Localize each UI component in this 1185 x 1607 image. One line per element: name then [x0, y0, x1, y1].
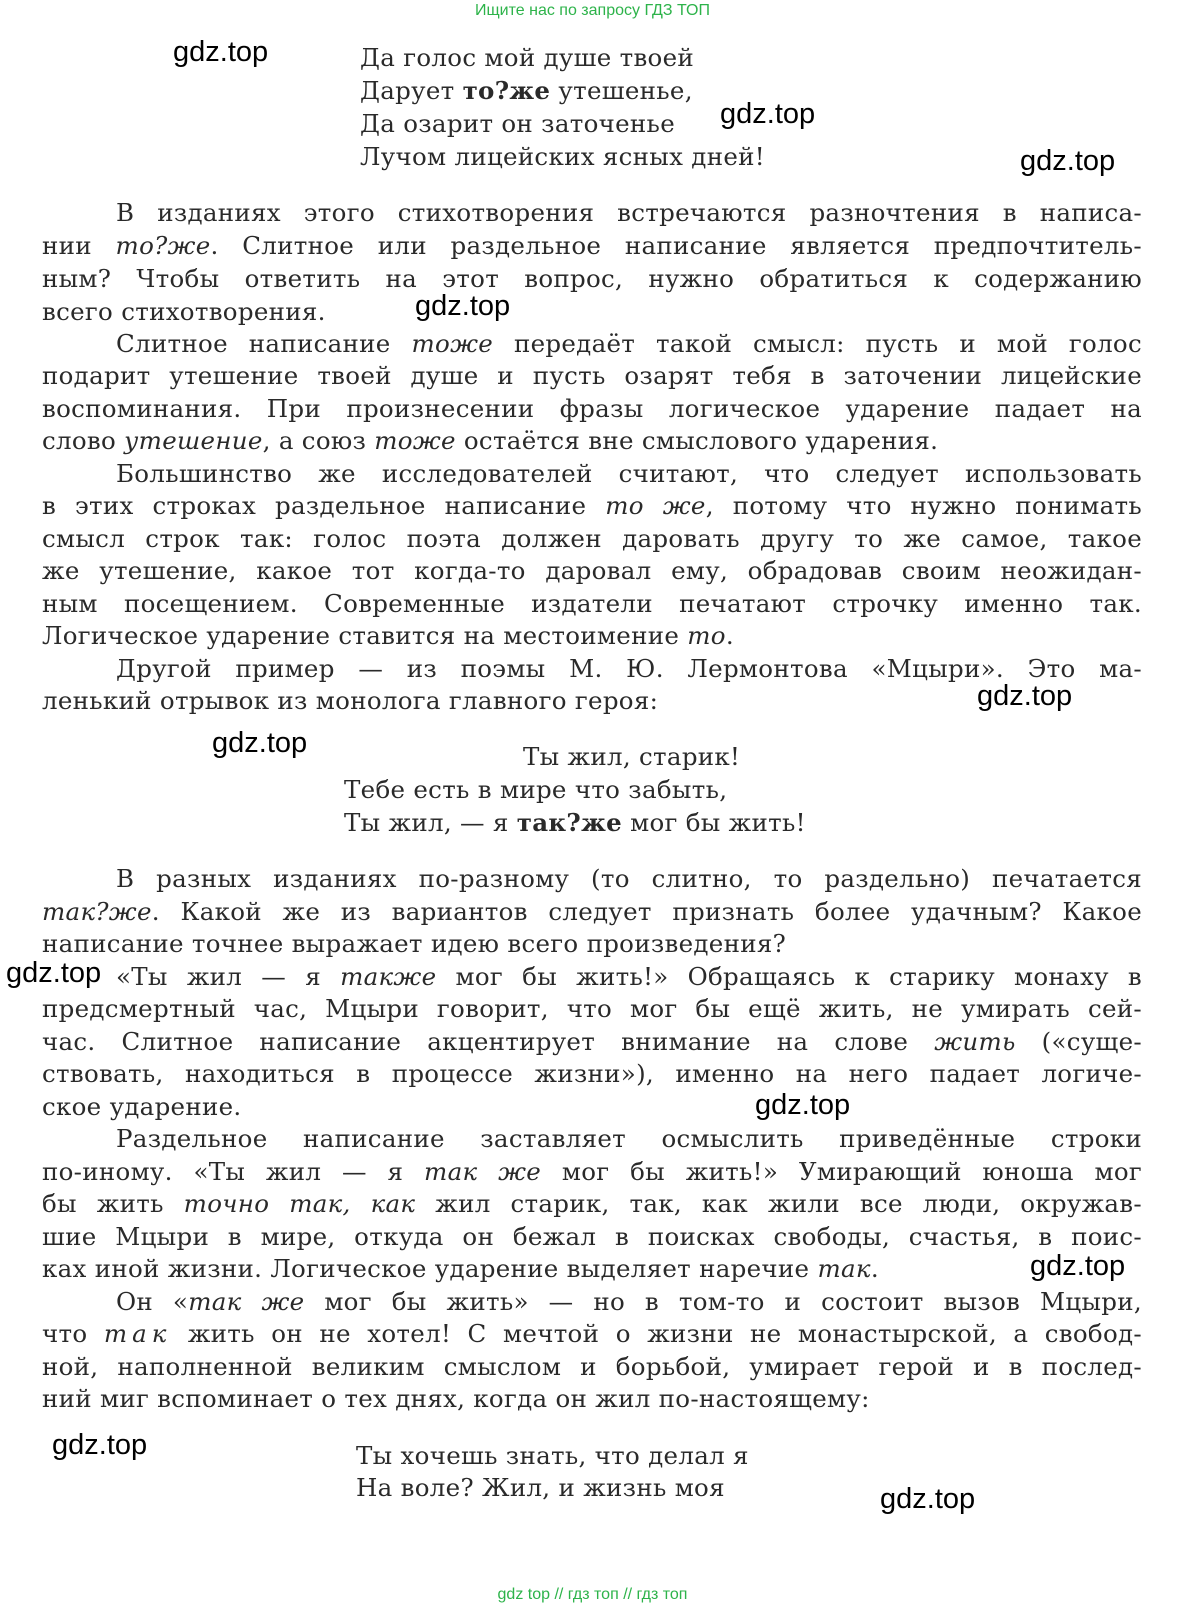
watermark: gdz.top	[415, 290, 511, 322]
text-line: ках иной жизни. Логическое ударение выделяет наречие так.	[42, 1254, 879, 1283]
text-line: ленький отрывок из монолога главного героя:	[42, 686, 659, 715]
text-line: ствовать, находиться в процессе жизни»), именно на него падает логиче-	[42, 1059, 1142, 1088]
watermark: gdz.top	[880, 1483, 976, 1515]
text-line: ной, наполненной великим смыслом и борьбой, умирает герой и в послед-	[42, 1352, 1142, 1381]
text-line: нии то?же. Слитное или раздельное написание является предпочтитель-	[42, 231, 1142, 260]
poem-line: Лучом лицейских ясных дней!	[360, 142, 765, 171]
text-line: ское ударение.	[42, 1092, 242, 1121]
text-line: по-иному. «Ты жил — я так же мог бы жить!» Умирающий юноша мог	[42, 1157, 1143, 1186]
text-line: «Ты жил — я также мог бы жить!» Обращаясь к старику монаху в	[116, 962, 1142, 991]
text-line: так?же. Какой же из вариантов следует признать более удачным? Какое	[42, 897, 1142, 926]
watermark: gdz.top	[1030, 1250, 1126, 1282]
watermark: gdz.top	[6, 957, 102, 989]
text-line: всего стихотворения.	[42, 297, 326, 326]
watermark: gdz.top	[1020, 145, 1116, 177]
top-banner: Ищите нас по запросу ГДЗ ТОП	[475, 2, 710, 19]
text-line: в этих строках раздельное написание то же, потому что нужно понимать	[42, 491, 1143, 520]
watermark: gdz.top	[755, 1089, 851, 1121]
watermark: gdz.top	[173, 36, 269, 68]
poem-line: Тебе есть в мире что забыть,	[344, 775, 728, 804]
footer: gdz top // гдз топ // гдз топ	[497, 1586, 688, 1603]
watermark: gdz.top	[977, 680, 1073, 712]
text-line: Слитное написание тоже передаёт такой смысл: пусть и мой голос	[116, 329, 1143, 358]
poem-line: Да озарит он заточенье	[360, 109, 675, 138]
poem-line: Да голос мой душе твоей	[360, 43, 695, 72]
text-line: что так жить он не хотел! С мечтой о жизни не монастырской, а свобод-	[42, 1319, 1142, 1348]
poem-line: Ты жил, — я так?же мог бы жить!	[344, 808, 806, 837]
poem-line: Ты хочешь знать, что делал я	[356, 1441, 749, 1470]
text-line: В разных изданиях по-разному (то слитно, то раздельно) печатается	[116, 864, 1142, 893]
watermark: gdz.top	[720, 98, 816, 130]
poem-line: Ты жил, старик!	[523, 742, 741, 771]
text-line: ний миг вспоминает о тех днях, когда он жил по-настоящему:	[42, 1384, 870, 1413]
text-line: ным? Чтобы ответить на этот вопрос, нужно обратиться к содержанию	[42, 264, 1142, 293]
text-line: ным посещением. Современные издатели печатают строчку именно так.	[42, 589, 1142, 618]
poem-line: Дарует то?же утешенье,	[360, 76, 693, 105]
text-line: предсмертный час, Мцыри говорит, что мог бы ещё жить, не умирать сей-	[42, 994, 1142, 1023]
text-line: написание точнее выражает идею всего произведения?	[42, 929, 787, 958]
text-line: воспоминания. При произнесении фразы логическое ударение падает на	[42, 394, 1142, 423]
text-line: Раздельное написание заставляет осмыслить приведённые строки	[116, 1124, 1142, 1153]
text-line: Он «так же мог бы жить» — но в том-то и состоит вызов Мцыри,	[116, 1287, 1142, 1316]
text-line: смысл строк так: голос поэта должен даровать другу то же самое, такое	[42, 524, 1142, 553]
text-line: Другой пример — из поэмы М. Ю. Лермонтова «Мцыри». Это ма-	[116, 654, 1142, 683]
text-line: бы жить точно так, как жил старик, так, как жили все люди, окружав-	[42, 1189, 1142, 1218]
poem-line: На воле? Жил, и жизнь моя	[356, 1473, 725, 1502]
text-line: Большинство же исследователей считают, что следует использовать	[116, 459, 1142, 488]
text-line: шие Мцыри в мире, откуда он бежал в поисках свободы, счастья, в поис-	[42, 1222, 1142, 1251]
text-line: же утешение, какое тот когда-то даровал ему, обрадовав своим неожидан-	[42, 556, 1142, 585]
text-line: слово утешение, а союз тоже остаётся вне смыслового ударения.	[42, 426, 939, 455]
watermark: gdz.top	[212, 727, 308, 759]
text-line: час. Слитное написание акцентирует внимание на слове жить («суще-	[42, 1027, 1142, 1056]
text-line: Логическое ударение ставится на местоимение то.	[42, 621, 734, 650]
text-line: подарит утешение твоей душе и пусть озарят тебя в заточении лицейские	[42, 361, 1142, 390]
text-line: В изданиях этого стихотворения встречаются разночтения в написа-	[116, 198, 1142, 227]
watermark: gdz.top	[52, 1429, 148, 1461]
